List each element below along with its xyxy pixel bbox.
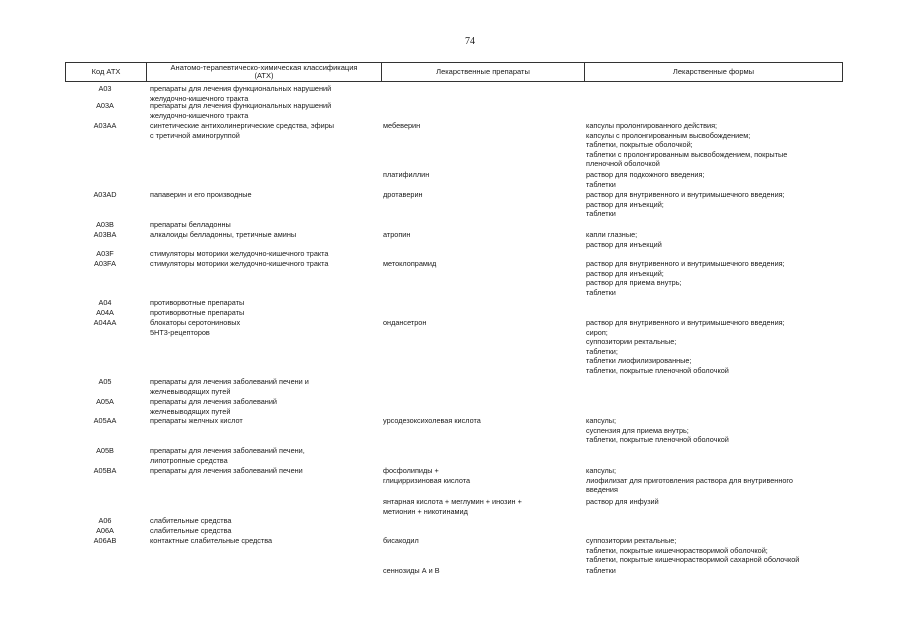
atc-code: A05B [96,446,114,455]
atc-classification: блокаторы серотониновых 5HT3-рецепторов [150,318,241,337]
header-drugs: Лекарственные препараты [381,63,584,81]
atc-code: A04AA [93,318,117,327]
drug-name: фосфолипиды + глицирризиновая кислота [383,466,471,485]
dosage-forms: раствор для внутривенного и внутримышечного введения; сироп; суппозитории ректальные; таблетки; таблетки лиофилизированные; таблетки, покрытые пленочной оболочкой [586,318,785,375]
atc-classification: препараты для лечения заболеваний печени и желчевыводящих путей [150,377,309,396]
atc-classification: синтетические антихолинергические средства, эфиры с третичной аминогруппой [150,121,335,140]
atc-classification: стимуляторы моторики желудочно-кишечного тракта [150,249,329,258]
drug-name: сеннозиды А и В [383,566,440,575]
dosage-forms: раствор для внутривенного и внутримышечного введения; раствор для инъекций; раствор для приема внутрь; таблетки [586,259,785,297]
atc-code: A05AA [93,416,117,425]
dosage-forms: таблетки [586,566,616,575]
dosage-forms: капсулы; суспензия для приема внутрь; таблетки, покрытые пленочной оболочкой [586,416,729,445]
atc-code: A05 [98,377,112,386]
dosage-forms: капли глазные; раствор для инъекций [586,230,662,249]
table-header [65,62,843,82]
atc-classification: препараты для лечения заболеваний желчевыводящих путей [150,397,277,416]
dosage-forms: капсулы; лиофилизат для приготовления раствора для внутривенного введения [586,466,793,495]
drug-name: урсодезоксихолевая кислота [383,416,481,425]
atc-classification: препараты для лечения заболеваний печени [150,466,303,475]
header-forms: Лекарственные формы [584,63,842,81]
drug-name: янтарная кислота + меглумин + инозин + метионин + никотинамид [383,497,522,516]
atc-code: A05A [96,397,114,406]
drug-name: платифиллин [383,170,430,179]
atc-classification: препараты для лечения функциональных нарушений желудочно-кишечного тракта [150,101,332,120]
atc-classification: препараты для лечения функциональных нарушений желудочно-кишечного тракта [150,84,332,103]
drug-name: бисакодил [383,536,419,545]
dosage-forms: суппозитории ректальные; таблетки, покрытые кишечнорастворимой оболочкой; таблетки, покрытые кишечнорастворимой сахарной оболочкой [586,536,800,565]
atc-code: A03F [96,249,114,258]
atc-code: A03B [96,220,114,229]
atc-code: A03AA [93,121,117,130]
drug-name: атропин [383,230,411,239]
atc-code: A05BA [93,466,117,475]
dosage-forms: раствор для внутривенного и внутримышечного введения; раствор для инъекций; таблетки [586,190,785,219]
page-number: 74 [465,36,475,47]
dosage-forms: раствор для подкожного введения; таблетки [586,170,705,189]
drug-name: дротаверин [383,190,423,199]
atc-code: A03BA [93,230,117,239]
atc-classification: препараты желчных кислот [150,416,243,425]
atc-code: A06A [96,526,114,535]
atc-classification: алкалоиды белладонны, третичные амины [150,230,297,239]
atc-classification: противорвотные препараты [150,298,245,307]
header-code: Код АТХ [91,66,121,76]
atc-code: A04 [98,298,112,307]
atc-classification: стимуляторы моторики желудочно-кишечного тракта [150,259,329,268]
atc-classification: противорвотные препараты [150,308,245,317]
drug-name: ондансетрон [383,318,427,327]
atc-classification: слабительные средства [150,526,232,535]
dosage-forms: раствор для инфузий [586,497,659,506]
atc-classification: слабительные средства [150,516,232,525]
atc-classification: папаверин и его производные [150,190,252,199]
atc-code: A03FA [94,259,116,268]
dosage-forms: капсулы пролонгированного действия; капсулы с пролонгированным высвобождением; таблетки, покрытые оболочкой; таблетки с пролонгированным высвобождением, покрытые пленочной оболочкой [586,121,788,169]
atc-classification: препараты белладонны [150,220,231,229]
atc-code: A03AD [93,190,117,199]
atc-code: A03 [98,84,112,93]
atc-classification: контактные слабительные средства [150,536,273,545]
atc-classification: препараты для лечения заболеваний печени, липотропные средства [150,446,305,465]
atc-code: A06AB [93,536,117,545]
drug-name: мебеверин [383,121,421,130]
drug-name: метоклопрамид [383,259,437,268]
header-classification: Анатомо-терапевтическо-химическая классификация (АТХ) [146,63,381,81]
atc-code: A06 [98,516,112,525]
atc-code: A04A [96,308,114,317]
atc-code: A03A [96,101,114,110]
